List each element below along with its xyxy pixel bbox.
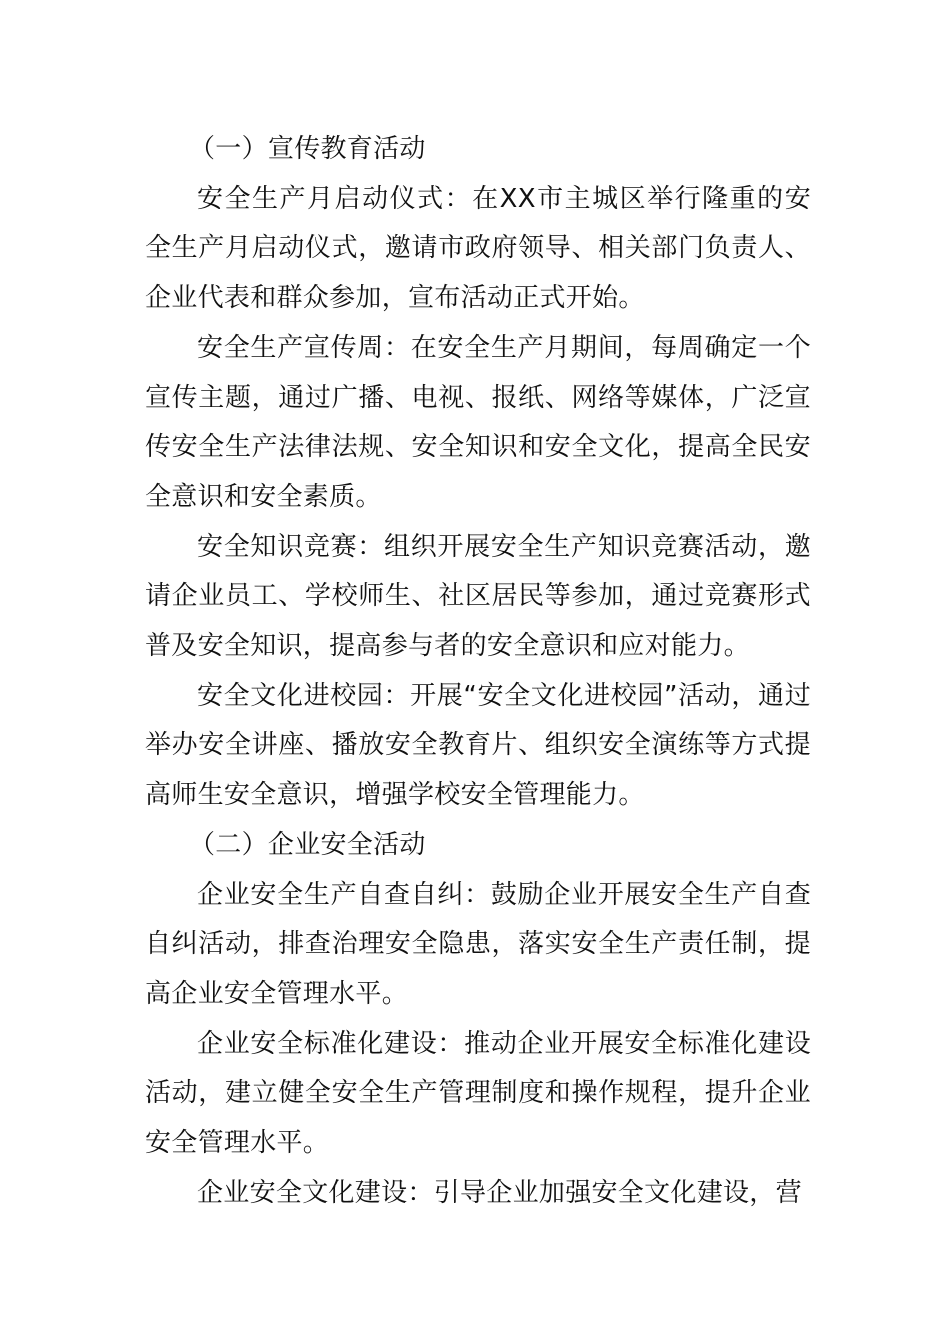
- paragraph-launch-ceremony: 安全生产月启动仪式：在XX市主城区举行隆重的安全生产月启动仪式，邀请市政府领导、相关部门负责人、企业代表和群众参加，宣布活动正式开始。: [145, 183, 811, 314]
- paragraph-self-inspection: 企业安全生产自查自纠：鼓励企业开展安全生产自查自纠活动，排查治理安全隐患，落实安全生产责任制，提高企业安全管理水平。: [145, 879, 811, 1009]
- paragraph-knowledge-contest: 安全知识竞赛：组织开展安全生产知识竞赛活动，邀请企业员工、学校师生、社区居民等参加，通过竞赛形式普及安全知识，提高参与者的安全意识和应对能力。: [145, 531, 811, 662]
- paragraph-safety-culture-campus: 安全文化进校园：开展“安全文化进校园”活动，通过举办安全讲座、播放安全教育片、组织安全演练等方式提高师生安全意识，增强学校安全管理能力。: [145, 680, 811, 811]
- document-body: [145, 125, 811, 1218]
- paragraph-enterprise-culture: 企业安全文化建设：引导企业加强安全文化建设，营: [197, 1177, 802, 1208]
- paragraph-standardization: 企业安全标准化建设：推动企业开展安全标准化建设活动，建立健全安全生产管理制度和操作规程，提升企业安全管理水平。: [145, 1028, 811, 1159]
- paragraph-publicity-week: 安全生产宣传周：在安全生产月期间，每周确定一个宣传主题，通过广播、电视、报纸、网络等媒体，广泛宣传安全生产法律法规、安全知识和安全文化，提高全民安全意识和安全素质。: [145, 332, 811, 512]
- section-heading-enterprise-safety: （二）企业安全活动: [189, 829, 426, 860]
- section-heading-publicity-education: （一）宣传教育活动: [189, 134, 426, 164]
